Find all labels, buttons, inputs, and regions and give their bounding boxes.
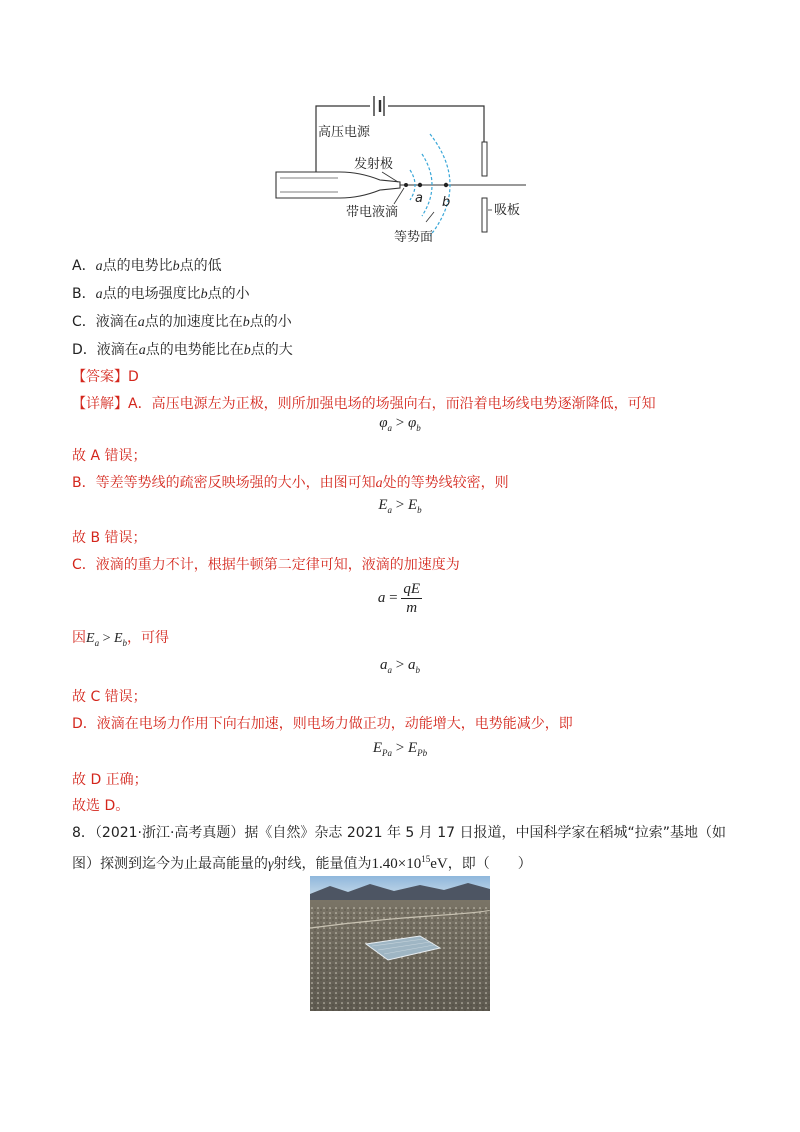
point-a-dot xyxy=(418,183,422,187)
energy-exponent: 15 xyxy=(421,854,431,864)
label-power: 高压电源 xyxy=(318,125,371,140)
eq-sub: b xyxy=(417,505,422,515)
lower-plate xyxy=(482,198,487,232)
eq-lhs: E xyxy=(372,740,383,756)
option-post: 点的小 xyxy=(249,314,292,330)
option-var: a xyxy=(138,343,146,358)
eq-op: > xyxy=(392,497,408,513)
option-b xyxy=(72,284,250,305)
option-var: b xyxy=(172,259,180,274)
option-var: a xyxy=(95,259,103,274)
option-post: 点的小 xyxy=(207,286,250,302)
equation-energy xyxy=(0,740,800,758)
option-c xyxy=(72,312,292,333)
detail-label: 【详解】 xyxy=(72,396,128,412)
answer-value: D xyxy=(128,369,139,385)
detail-c-line: C．液滴的重力不计，根据牛顿第二定律可知，液滴的加速度为 xyxy=(72,557,460,573)
energy-base: 1.40×10 xyxy=(371,856,422,872)
question-8-line-2 xyxy=(72,849,532,875)
question-8-line-1: 8．（2021·浙江·高考真题）据《自然》杂志 2021 年 5 月 17 日报道，中国科学家在稻城“拉索”基地（如 xyxy=(72,825,726,841)
option-mid: 点的加速度比在 xyxy=(144,314,243,330)
label-a: a xyxy=(415,191,423,206)
eq-rhs: E xyxy=(407,740,418,756)
energy-value xyxy=(372,856,448,872)
label-equipotential: 等势面 xyxy=(394,230,434,245)
option-var: b xyxy=(242,315,250,330)
q8-text-3: ，即（ ） xyxy=(447,856,532,872)
eq-lhs: E xyxy=(378,497,388,513)
fraction-numerator: qE xyxy=(403,581,421,597)
detail-c-because xyxy=(72,628,169,653)
detail-final: 故选 D。 xyxy=(72,798,130,814)
eq-lhs: φ xyxy=(379,415,388,431)
label-droplet: 带电液滴 xyxy=(346,205,399,220)
because-text-2: ，可得 xyxy=(127,630,170,646)
upper-plate xyxy=(482,142,487,176)
eq-op: = xyxy=(385,590,402,606)
leader-droplet xyxy=(394,188,404,204)
detail-b-var: a xyxy=(375,476,383,491)
energy-unit: eV xyxy=(430,856,448,872)
fraction xyxy=(401,580,422,617)
detail-d-line: D．液滴在电场力作用下向右加速，则电场力做正功，动能增大，电势能减少，即 xyxy=(72,716,573,732)
option-d xyxy=(72,340,293,361)
eq-sub: a xyxy=(387,423,393,433)
option-var: b xyxy=(243,343,251,358)
eq-rhs: a xyxy=(407,657,416,673)
option-letter: C． xyxy=(72,314,96,330)
detail-a-text: A．高压电源左为正极，则所加强电场的场强向右，而沿着电场线电势逐渐降低，可知 xyxy=(128,396,656,412)
answer-label: 【答案】 xyxy=(72,369,128,385)
photo-array-pattern xyxy=(310,906,490,1011)
equation-field xyxy=(0,497,800,515)
electrospray-diagram xyxy=(270,92,530,252)
option-letter: D． xyxy=(72,342,97,358)
label-emitter: 发射极 xyxy=(354,157,394,172)
because-equation xyxy=(86,631,127,646)
eq-rhs: φ xyxy=(407,415,417,431)
eq-op: > xyxy=(99,631,114,646)
circuit-wire-right xyxy=(388,106,484,142)
option-a xyxy=(72,256,222,277)
eq-rhs: E xyxy=(113,631,123,646)
detail-a-conclusion: 故 A 错误； xyxy=(72,448,147,464)
option-letter: A． xyxy=(72,258,96,274)
detail-b-text-2: 处的等势线较密，则 xyxy=(382,475,509,491)
detail-b-line xyxy=(72,473,509,494)
detail-b-text: B．等差等势线的疏密反映场强的大小，由图可知 xyxy=(72,475,376,491)
detail-c-conclusion: 故 C 错误； xyxy=(72,689,147,705)
eq-lhs: a xyxy=(377,590,386,606)
q8-text: 图）探测到迄今为止最高能量的 xyxy=(72,856,268,872)
eq-sub: b xyxy=(416,423,421,433)
eq-sub: b xyxy=(415,665,420,675)
because-text: 因 xyxy=(72,630,86,646)
answer-line xyxy=(72,367,139,387)
eq-sub: a xyxy=(387,665,393,675)
equation-phi xyxy=(0,415,800,433)
detail-a-line xyxy=(72,394,656,414)
detail-d-conclusion: 故 D 正确； xyxy=(72,772,148,788)
eq-lhs: a xyxy=(380,657,388,673)
eq-op: > xyxy=(392,415,408,431)
point-b-dot xyxy=(444,183,448,187)
eq-op: > xyxy=(392,657,408,673)
label-plate: 吸板 xyxy=(494,203,521,218)
emitter-tube xyxy=(276,172,400,198)
label-b: b xyxy=(442,195,451,210)
equation-acc-compare xyxy=(0,657,800,675)
gamma-symbol: γ xyxy=(268,857,274,872)
option-mid: 点的电势比 xyxy=(102,258,173,274)
leader-equipotential xyxy=(426,212,434,222)
option-mid: 点的电场强度比 xyxy=(102,286,201,302)
option-var: a xyxy=(137,315,145,330)
eq-op: > xyxy=(392,740,408,756)
option-pre: 液滴在 xyxy=(95,314,138,330)
eq-sub: a xyxy=(387,505,393,515)
lhaaso-site-photo xyxy=(310,876,490,1011)
option-post: 点的大 xyxy=(250,342,293,358)
equation-acceleration xyxy=(0,580,800,617)
option-letter: B． xyxy=(72,286,96,302)
option-var: b xyxy=(200,287,208,302)
option-pre: 液滴在 xyxy=(96,342,139,358)
option-post: 点的低 xyxy=(179,258,222,274)
eq-sub: b xyxy=(122,637,128,648)
detail-b-conclusion: 故 B 错误； xyxy=(72,530,147,546)
eq-sub: Pb xyxy=(417,748,428,758)
q8-text-2: 射线，能量值为 xyxy=(273,856,372,872)
eq-rhs: E xyxy=(407,497,418,513)
fraction-denominator: m xyxy=(406,600,418,616)
option-var: a xyxy=(95,287,103,302)
eq-sub: a xyxy=(94,637,100,648)
eq-lhs: E xyxy=(86,631,95,646)
droplet-dot xyxy=(404,183,408,187)
option-mid: 点的电势能比在 xyxy=(145,342,244,358)
eq-sub: Pa xyxy=(382,748,393,758)
